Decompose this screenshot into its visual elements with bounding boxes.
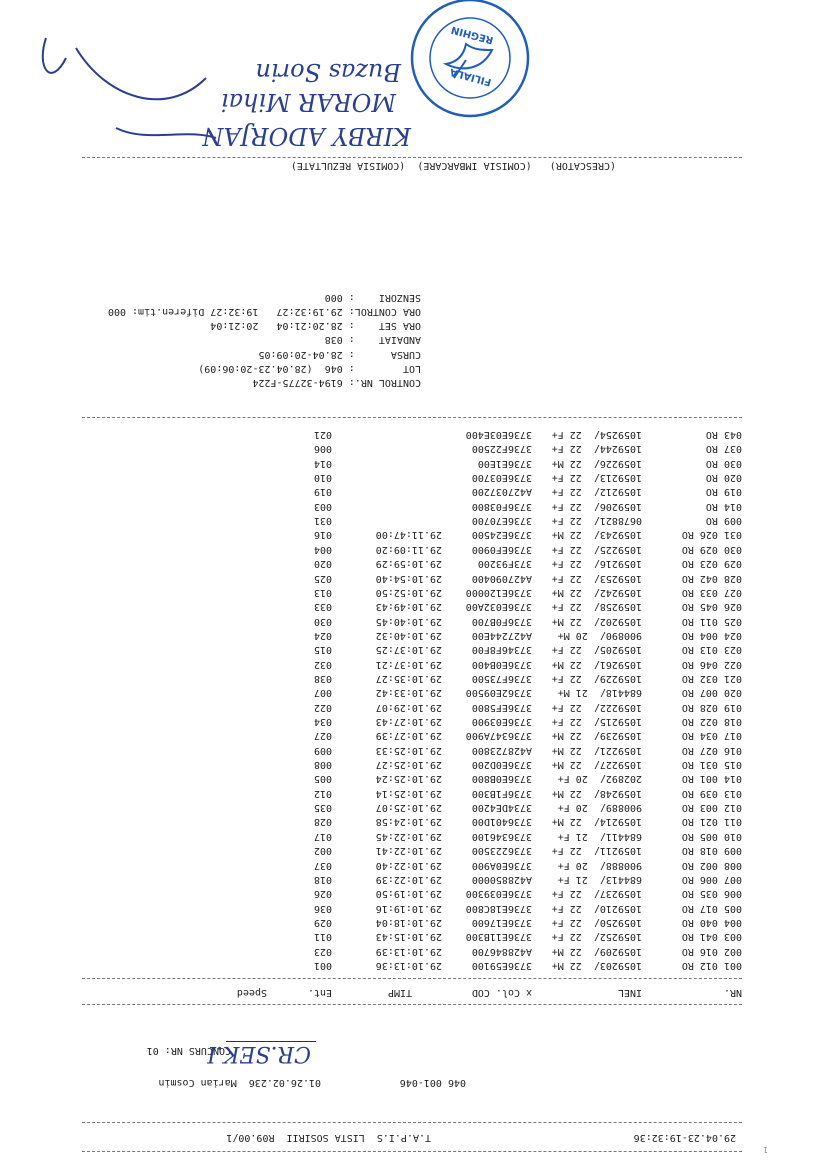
cell-ring: 1059203/ 22 M+ — [551, 960, 642, 971]
control-line: ANDAIAT : 038 — [324, 334, 421, 346]
table-row — [82, 958, 742, 972]
print-time: 29.04.23-19:32:36 — [633, 1132, 736, 1143]
cell-ring: 1059210/ 22 F+ — [551, 902, 642, 914]
cell-code: 3736347A900 — [465, 730, 532, 742]
stamp-seal-icon — [408, 0, 532, 120]
cell-ent: 001 — [313, 960, 332, 971]
cell-ent: 035 — [313, 802, 332, 814]
cell-nr: 016 027 RO — [681, 744, 742, 756]
table-row — [82, 843, 742, 857]
cell-ring: 684411/ 21 F+ — [557, 830, 642, 842]
cell-nr: 002 016 RO — [681, 945, 742, 957]
cell-ent: 034 — [313, 716, 332, 728]
table-row — [82, 700, 742, 714]
table-row — [82, 657, 742, 671]
table-row — [82, 685, 742, 699]
cell-code: 3736E03900 — [471, 716, 532, 728]
cell-code: 3736223500 — [471, 845, 532, 857]
cell-code: A428850000 — [471, 873, 532, 885]
cell-time: 29.10:40:45 — [375, 615, 442, 627]
cell-code: 3736E032A00 — [465, 601, 532, 613]
cell-time: 29.10:52:50 — [375, 586, 442, 598]
cell-time: 29.10:59:29 — [375, 558, 442, 570]
cell-ring: 1059205/ 22 F+ — [551, 644, 642, 656]
cell-ring: 1059252/ 22 F+ — [551, 931, 642, 943]
cell-code: 3736E0B800 — [471, 773, 532, 785]
cell-ent: 013 — [313, 586, 332, 598]
cell-ent: 020 — [313, 558, 332, 570]
cell-code: 3736EF5800 — [471, 701, 532, 713]
table-row — [82, 829, 742, 843]
cell-nr: 007 006 RO — [681, 873, 742, 885]
cell-code: 3736F03800 — [471, 500, 532, 512]
table-row — [82, 499, 742, 513]
cell-time: 29.10:27:39 — [375, 730, 442, 742]
table-row — [82, 858, 742, 872]
contest-underline — [226, 1041, 316, 1042]
control-line: ORA SET : 28.20:21:04 20:21:04 — [210, 320, 421, 332]
cell-nr: 022 046 RO — [681, 658, 742, 670]
cell-ent: 036 — [313, 902, 332, 914]
table-row — [82, 786, 742, 800]
cell-nr: 019 028 RO — [681, 701, 742, 713]
cell-ring: 1059226/ 22 M+ — [551, 457, 642, 469]
cell-nr: 015 031 RO — [681, 759, 742, 771]
cell-ent: 006 — [313, 443, 332, 455]
table-rule-top — [82, 1004, 742, 1005]
col-inel-header: INEL — [617, 987, 642, 998]
table-row — [82, 556, 742, 570]
cell-nr: 031 026 RO — [681, 529, 742, 541]
cell-ring: 900890/ 20 M+ — [557, 629, 642, 641]
cell-ent: 010 — [313, 472, 332, 484]
cell-ent: 015 — [313, 644, 332, 656]
cell-code: 3736E03700 — [471, 472, 532, 484]
cell-time: 29.10:49:43 — [375, 601, 442, 613]
cell-code: 3736E039300 — [465, 888, 532, 900]
cell-nr: 025 011 RO — [681, 615, 742, 627]
cell-ent: 033 — [313, 601, 332, 613]
col-code-header: x Col. COD — [471, 987, 532, 998]
table-row — [82, 743, 742, 757]
cell-ent: 026 — [313, 888, 332, 900]
handwriting-line2: MORAR Mihai — [220, 88, 396, 116]
handwriting-line1: KIRBY ADORJAN — [202, 122, 411, 150]
cell-code: 3736E11B300 — [465, 931, 532, 943]
cell-time: 29.10:19:50 — [375, 888, 442, 900]
cell-time: 29.10:40:32 — [375, 629, 442, 641]
table-row — [82, 571, 742, 585]
association-stamp — [408, 0, 532, 120]
cell-code: 3736E0D200 — [471, 759, 532, 771]
cell-time: 29.10:37:25 — [375, 644, 442, 656]
cell-nr: 009 RO — [705, 515, 742, 527]
table-row — [82, 484, 742, 498]
cell-time: 29.10:25:33 — [375, 744, 442, 756]
cell-ent: 016 — [313, 529, 332, 541]
cell-code: 373F93200 — [477, 558, 532, 570]
cell-time: 29.10:25:27 — [375, 759, 442, 771]
cell-code: 3736401D00 — [471, 816, 532, 828]
cell-time: 29.10:22:45 — [375, 830, 442, 842]
control-line: ORA CONTROL: 29.19:32:27 19:32:27 Diferen.tim: 000 — [107, 306, 421, 317]
cell-nr: 014 RO — [705, 500, 742, 512]
cell-ent: 012 — [313, 787, 332, 799]
cell-ring: 1059215/ 22 F+ — [551, 716, 642, 728]
cell-nr: 004 040 RO — [681, 916, 742, 928]
cell-nr: 017 034 RO — [681, 730, 742, 742]
cell-code: 3736E59100 — [471, 960, 532, 971]
cell-ring: 1059211/ 22 F+ — [551, 845, 642, 857]
cell-ring: 1059258/ 22 F+ — [551, 601, 642, 613]
cell-ent: 028 — [313, 816, 332, 828]
cell-ent: 022 — [313, 701, 332, 713]
cell-nr: 019 RO — [705, 486, 742, 498]
table-row — [82, 528, 742, 542]
cell-code: 3736F22500 — [471, 443, 532, 455]
table-row — [82, 513, 742, 527]
cell-nr: 012 003 RO — [681, 802, 742, 814]
table-row — [82, 944, 742, 958]
cell-ent: 011 — [313, 931, 332, 943]
cell-ring: 1059206/ 22 F+ — [551, 500, 642, 512]
contest-label: CONCURS NR: 01 — [146, 1045, 231, 1056]
cell-code: 3736E17600 — [471, 916, 532, 928]
cell-code: 3736F0B700 — [471, 615, 532, 627]
cell-nr: 001 012 RO — [681, 960, 742, 971]
cell-nr: 037 RO — [705, 443, 742, 455]
table-row — [82, 470, 742, 484]
cell-code: 3736EF0900 — [471, 543, 532, 555]
cell-nr: 014 001 RO — [681, 773, 742, 785]
cell-nr: 018 022 RO — [681, 716, 742, 728]
cell-nr: 003 041 RO — [681, 931, 742, 943]
control-line: CONTROL NR.: 6194-32775-F224 — [252, 377, 421, 388]
cell-time: 29.10:54:40 — [375, 572, 442, 584]
cell-time: 29.10:33:42 — [375, 687, 442, 699]
cell-code: 3736E1E00 — [477, 457, 532, 469]
cell-time: 29.10:29:07 — [375, 701, 442, 713]
cell-time: 29.10:35:27 — [375, 673, 442, 684]
handwriting-scribble — [26, 18, 226, 158]
cell-ring: 1059250/ 22 F+ — [551, 916, 642, 928]
cell-code: 3736E03E400 — [465, 429, 532, 441]
cell-ring: 1059243/ 22 M+ — [551, 529, 642, 541]
cell-code: 3736E24500 — [471, 529, 532, 541]
col-time-header: TIMP — [387, 987, 412, 998]
stamp-line1: FILIALA — [448, 65, 493, 88]
table-row — [82, 815, 742, 829]
cell-time: 29.10:22:40 — [375, 859, 442, 871]
cell-ring: 1059227/ 22 M+ — [551, 759, 642, 771]
cell-ring: 0678821/ 22 F+ — [551, 515, 642, 527]
cell-ring: 1059261/ 22 M+ — [551, 658, 642, 670]
cell-nr: 030 029 RO — [681, 543, 742, 555]
cell-code: A428723800 — [471, 744, 532, 756]
cell-nr: 006 035 RO — [681, 888, 742, 900]
cell-ring: 1059213/ 22 F+ — [551, 472, 642, 484]
cell-nr: 013 039 RO — [681, 787, 742, 799]
cell-code: 3736E0A900 — [471, 859, 532, 871]
cell-ring: 900889/ 20 F+ — [557, 802, 642, 814]
cell-ring: 1059216/ 22 F+ — [551, 558, 642, 570]
cell-ent: 021 — [313, 429, 332, 441]
col-speed-header: Speed — [236, 987, 267, 998]
table-row — [82, 886, 742, 900]
table-row — [82, 441, 742, 455]
cell-code: 37362E09500 — [465, 687, 532, 699]
cell-ring: 1059202/ 22 M+ — [551, 615, 642, 627]
cell-time: 29.10:25:14 — [375, 787, 442, 799]
table-row — [82, 800, 742, 814]
cell-ring: 1059229/ 22 F+ — [551, 673, 642, 684]
handwriting-line3: Buzas Sorin — [255, 58, 401, 86]
table-row — [82, 757, 742, 771]
owner-line: 01.26.02.236 Marian Cosmin — [158, 1077, 321, 1088]
cell-nr: 028 042 RO — [681, 572, 742, 584]
owner-rings: 046 001-046 — [399, 1077, 466, 1088]
table-row — [82, 542, 742, 556]
cell-ring: 1059221/ 22 M+ — [551, 744, 642, 756]
cell-code: 3736F73500 — [471, 673, 532, 684]
table-row — [82, 427, 742, 441]
control-line: LOT : 046 (28.04.23-20:06:09) — [198, 362, 421, 374]
cell-nr: 020 RO — [705, 472, 742, 484]
cell-nr: 027 033 RO — [681, 586, 742, 598]
table-row — [82, 915, 742, 929]
cell-code: A427244E00 — [471, 629, 532, 641]
cell-ent: 027 — [313, 730, 332, 742]
table-row — [82, 728, 742, 742]
cell-ring: 1059242/ 22 M+ — [551, 586, 642, 598]
table-row — [82, 642, 742, 656]
cell-ent: 005 — [313, 773, 332, 785]
cell-ent: 031 — [313, 515, 332, 527]
cell-time: 29.10:13:36 — [375, 960, 442, 971]
cell-ent: 017 — [313, 830, 332, 842]
cell-time: 29.10:25:24 — [375, 773, 442, 785]
cell-ring: 1059239/ 22 M+ — [551, 730, 642, 742]
cell-ring: 1059212/ 22 F+ — [551, 486, 642, 498]
table-row — [82, 599, 742, 613]
cell-ent: 025 — [313, 572, 332, 584]
table-row — [82, 714, 742, 728]
header-rule-bottom — [82, 1122, 742, 1123]
cell-code: A428846700 — [471, 945, 532, 957]
cell-nr: 021 032 RO — [681, 673, 742, 684]
col-ent-header: Ent. — [307, 987, 332, 998]
cell-time: 29.10:27:43 — [375, 716, 442, 728]
cell-code: 3736E18C800 — [465, 902, 532, 914]
table-row — [82, 585, 742, 599]
cell-ring: 202892/ 20 F+ — [557, 773, 642, 785]
table-row — [82, 628, 742, 642]
header-rule-top — [82, 1151, 742, 1152]
table-row — [82, 929, 742, 943]
cell-code: 3734DE4200 — [471, 802, 532, 814]
page-number: 1 — [763, 1145, 768, 1154]
cell-ent: 009 — [313, 744, 332, 756]
cell-ring: 1059248/ 22 M+ — [551, 787, 642, 799]
cell-code: 3736E70700 — [471, 515, 532, 527]
cell-nr: 009 018 RO — [681, 845, 742, 857]
cell-ring: 900888/ 20 F+ — [557, 859, 642, 871]
cell-ent: 023 — [313, 945, 332, 957]
table-rule-bottom — [82, 417, 742, 418]
cell-nr: 024 004 RO — [681, 629, 742, 641]
cell-time: 29.11:47:00 — [375, 529, 442, 541]
control-line: CURSA : 28.04-20:09:05 — [258, 348, 421, 360]
table-rule-header — [82, 978, 742, 979]
control-line: SENZORI : 000 — [324, 291, 421, 303]
cell-nr: 020 007 RO — [681, 687, 742, 699]
table-row — [82, 901, 742, 915]
cell-time: 29.10:24:58 — [375, 816, 442, 828]
cell-code: 37346F8F00 — [471, 644, 532, 656]
cell-nr: 010 005 RO — [681, 830, 742, 842]
cell-time: 29.10:22:41 — [375, 845, 442, 857]
cell-code: 3736E120000 — [465, 586, 532, 598]
cell-ent: 008 — [313, 759, 332, 771]
cell-ring: 684418/ 21 M+ — [557, 687, 642, 699]
cell-ring: 1059209/ 22 M+ — [551, 945, 642, 957]
cell-ent: 038 — [313, 673, 332, 684]
cell-ring: 1059214/ 22 M+ — [551, 816, 642, 828]
cell-nr: 023 013 RO — [681, 644, 742, 656]
cell-ent: 014 — [313, 457, 332, 469]
cell-nr: 011 021 RO — [681, 816, 742, 828]
cell-ring: 1059253/ 22 F+ — [551, 572, 642, 584]
contest-handwritten: CR.SEK.I — [207, 1041, 311, 1066]
cell-ent: 037 — [313, 859, 332, 871]
cell-ring: 1059222/ 22 F+ — [551, 701, 642, 713]
table-row — [82, 671, 742, 685]
cell-time: 29.10:13:39 — [375, 945, 442, 957]
cell-ent: 007 — [313, 687, 332, 699]
cell-ent: 030 — [313, 615, 332, 627]
cell-ent: 024 — [313, 629, 332, 641]
cell-ent: 019 — [313, 486, 332, 498]
cell-time: 29.10:25:07 — [375, 802, 442, 814]
cell-ent: 032 — [313, 658, 332, 670]
col-nr-header: NR. — [723, 987, 742, 998]
cell-ring: 684413/ 21 F+ — [557, 873, 642, 885]
cell-nr: 026 045 RO — [681, 601, 742, 613]
cell-nr: 029 023 RO — [681, 558, 742, 570]
cell-code: 3736E0B400 — [471, 658, 532, 670]
cell-time: 29.11:09:20 — [375, 543, 442, 555]
cell-code: 3736F1B300 — [471, 787, 532, 799]
cell-time: 29.10:37:21 — [375, 658, 442, 670]
cell-ent: 002 — [313, 845, 332, 857]
cell-nr: 043 RO — [705, 429, 742, 441]
cell-time: 29.10:22:39 — [375, 873, 442, 885]
table-header — [82, 984, 742, 998]
cell-ent: 003 — [313, 500, 332, 512]
cell-ent: 029 — [313, 916, 332, 928]
table-row — [82, 614, 742, 628]
cell-code: A427037200 — [471, 486, 532, 498]
cell-ent: 004 — [313, 543, 332, 555]
cell-time: 29.10:15:43 — [375, 931, 442, 943]
stamp-line2: REGHIN — [450, 23, 495, 46]
cell-ring: 1059237/ 22 F+ — [551, 888, 642, 900]
cell-time: 29.10:19:16 — [375, 902, 442, 914]
cell-ring: 1059254/ 22 F+ — [551, 429, 642, 441]
cell-code: 3736346100 — [471, 830, 532, 842]
signature-caption: (CRESCATOR) (COMISIA IMBARCARE) (COMISIA REZULTATE) — [290, 160, 616, 171]
cell-time: 29.10:18:04 — [375, 916, 442, 928]
cell-nr: 008 002 RO — [681, 859, 742, 871]
table-row — [82, 872, 742, 886]
cell-ring: 1059225/ 22 F+ — [551, 543, 642, 555]
cell-code: A427090400 — [471, 572, 532, 584]
cell-ent: 018 — [313, 873, 332, 885]
table-row — [82, 771, 742, 785]
table-row — [82, 456, 742, 470]
cell-ring: 1059244/ 22 F+ — [551, 443, 642, 455]
cell-nr: 005 017 RO — [681, 902, 742, 914]
cell-nr: 030 RO — [705, 457, 742, 469]
report-title: T.A.P.I.S LISTA SOSIRII R09.00/1 — [226, 1132, 431, 1143]
